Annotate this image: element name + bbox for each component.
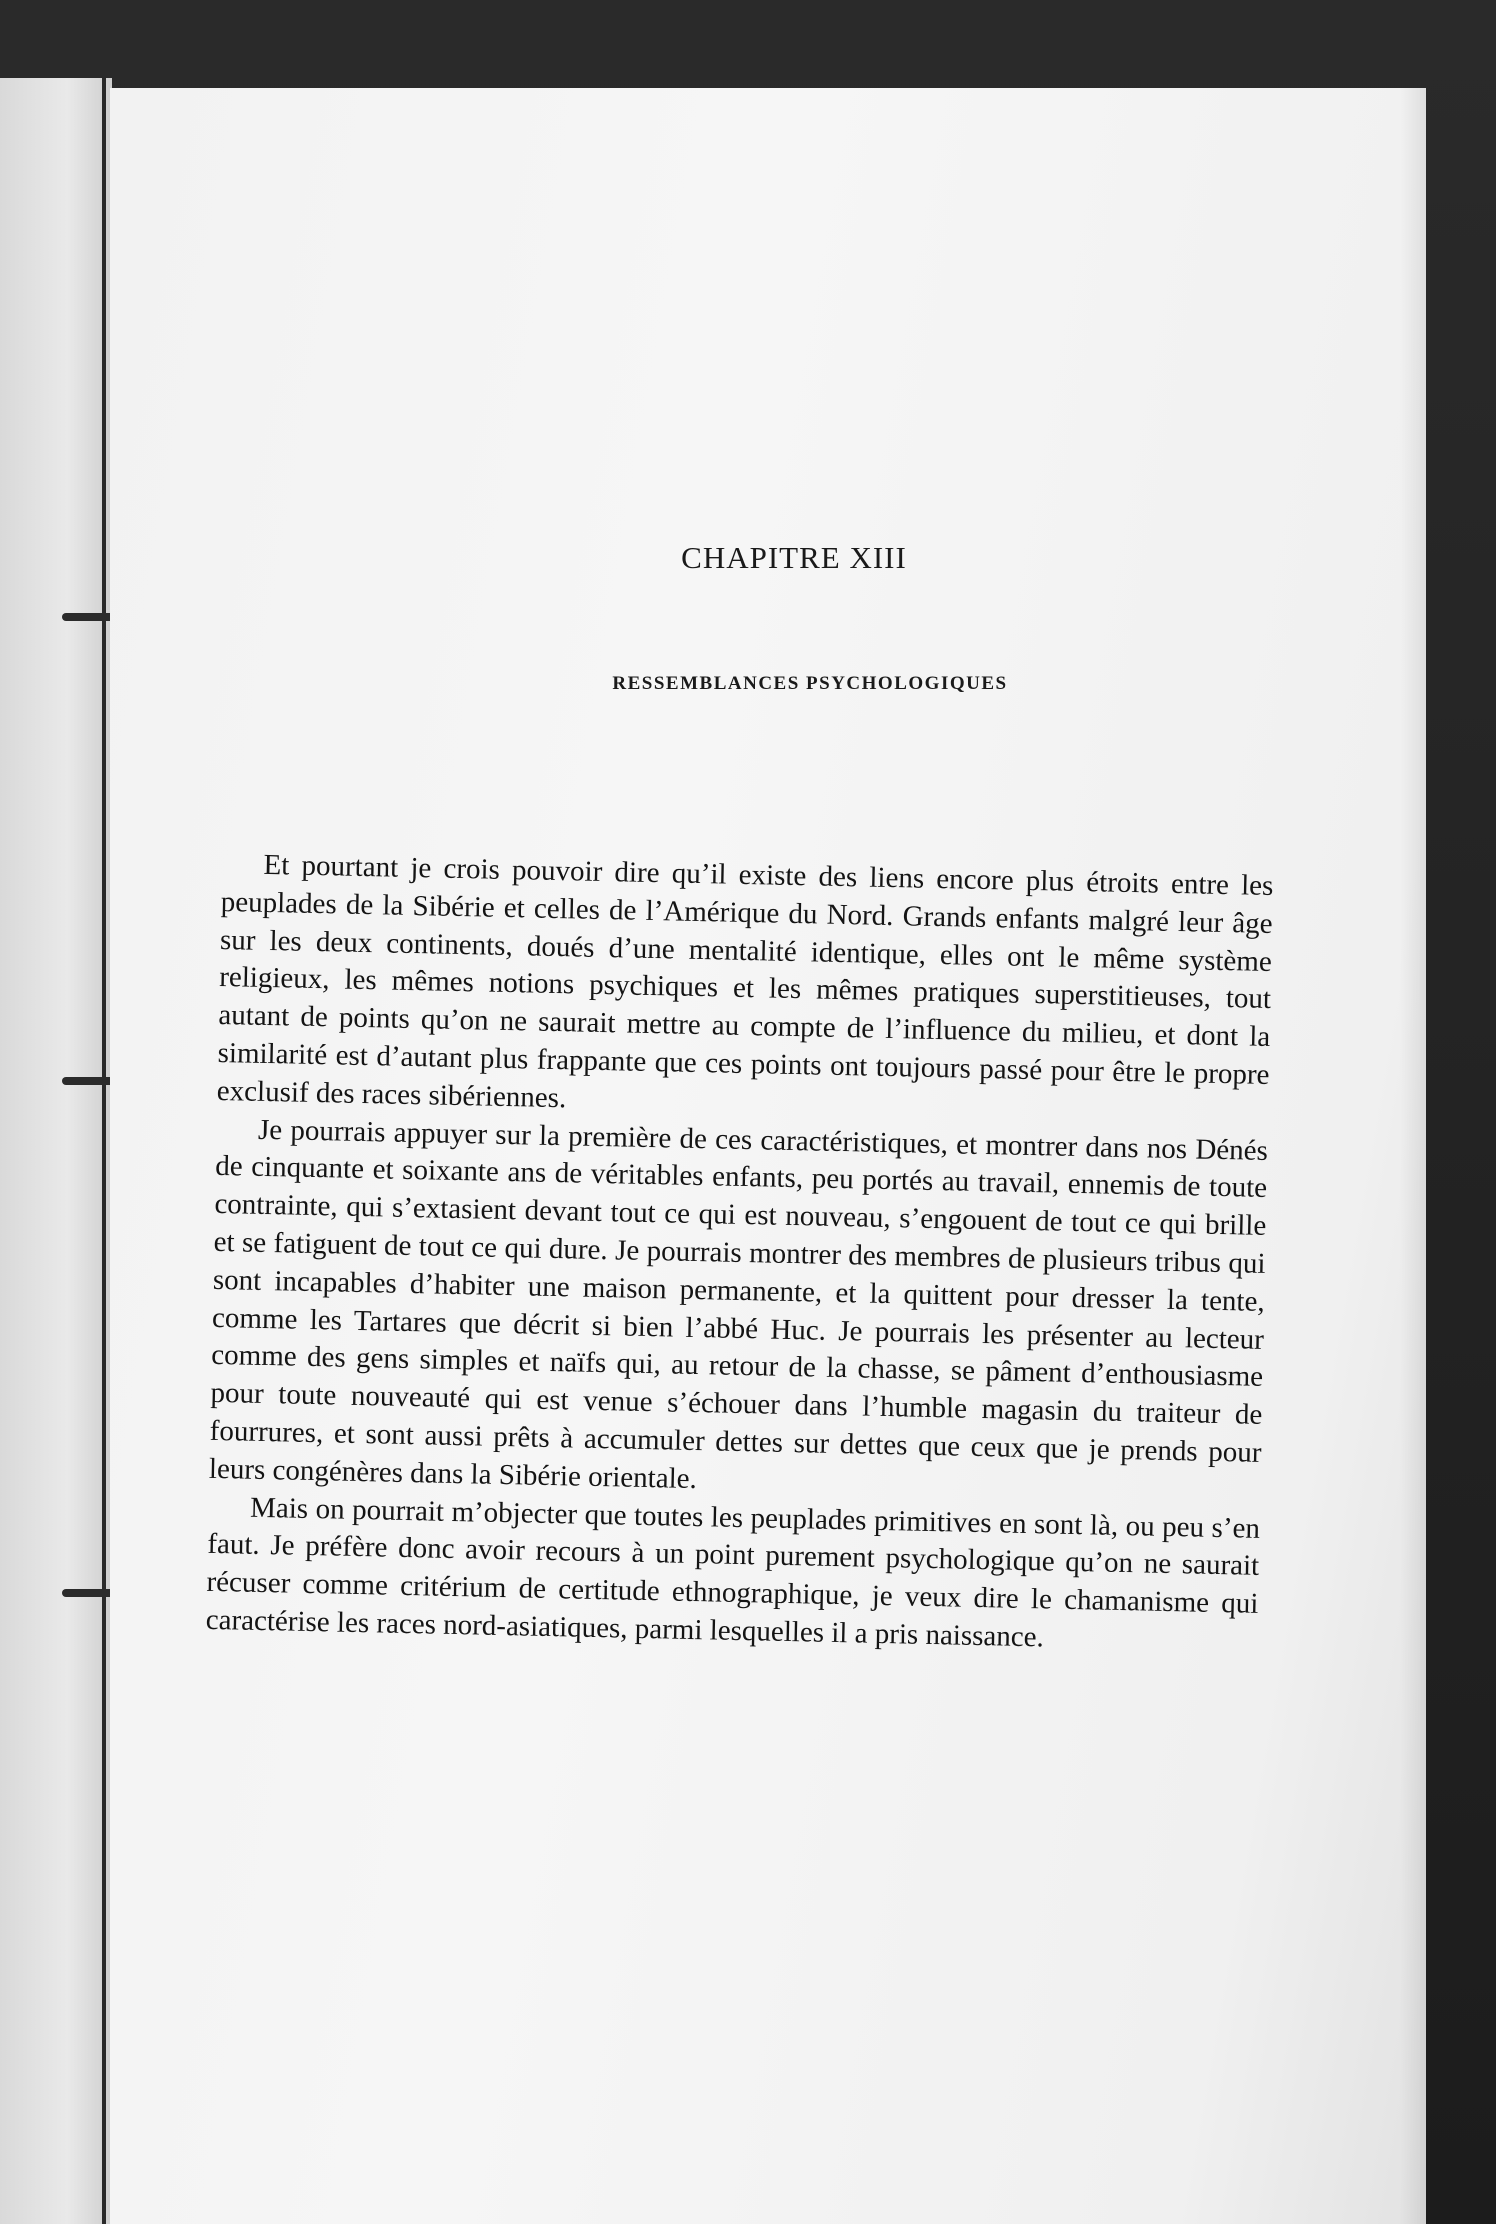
book-spine [102,78,106,2224]
binding-stitch [62,1589,114,1597]
chapter-body [205,846,1273,1662]
chapter-title: CHAPITRE XIII [681,540,907,575]
paragraph: Et pourtant je crois pouvoir dire qu’il existe des liens encore plus étroits entre les peuplades de la Sibérie et celles de l’Amérique du Nord. Grands enfants malgré leur âge sur les deux continents, doués d’une mentalité identique, elles ont le même système religieux, les mêmes notions psychiques et les mêmes pratiques superstitieuses, tout autant de points qu’on ne saurait mettre au compte de l’influence du milieu, et dont la similarité est d’autant plus frappante que ces points ont toujours passé pour être le propre exclusif des races sibériennes. [216,848,1274,1115]
binding-stitch [62,1077,114,1085]
paragraph: Mais on pourrait m’objecter que toutes les peuplades primitives en sont là, ou peu s’en faut. Je préfère donc avoir recours à un point purement psychologique qu’on ne saurait récuser comme critérium de certitude ethnographique, je veux dire le chamanisme qui caractérise les races nord-asiatiques, parmi lesquelles il a pris naissance. [205,1491,1261,1654]
book-page [110,88,1426,2224]
page-shadow-edge [1400,88,1426,2224]
chapter-subtitle: RESSEMBLANCES PSYCHOLOGIQUES [612,673,1008,694]
binding-stitch [62,613,114,621]
facing-page-edge [0,78,112,2224]
paragraph: Je pourrais appuyer sur la première de ces caractéristiques, et montrer dans nos Dénés de cinquante et soixante ans de véritables enfants, peu portés au travail, ennemis de toute contrainte, qui s’extasient devant tout ce qui est nouveau, s’engouent de tout ce qui brille et se fatiguent de tout ce qui dure. Je pourrais montrer des membres de plusieurs tribus qui sont incapables d’habiter une maison permanente, et la quittent pour dresser la tente, comme les Tartares que décrit si bien l’abbé Huc. Je pourrais les présenter au lecteur comme des gens simples et naïfs qui, au retour de la chasse, se pâment d’enthousiasme pour toute nouveauté qui est venue s’échouer dans l’humble magasin du traiteur de fourrures, et sont aussi prêts à accumuler dettes sur dettes que ceux que je prends pour leurs congénères dans la Sibérie orientale. [208,1113,1269,1495]
